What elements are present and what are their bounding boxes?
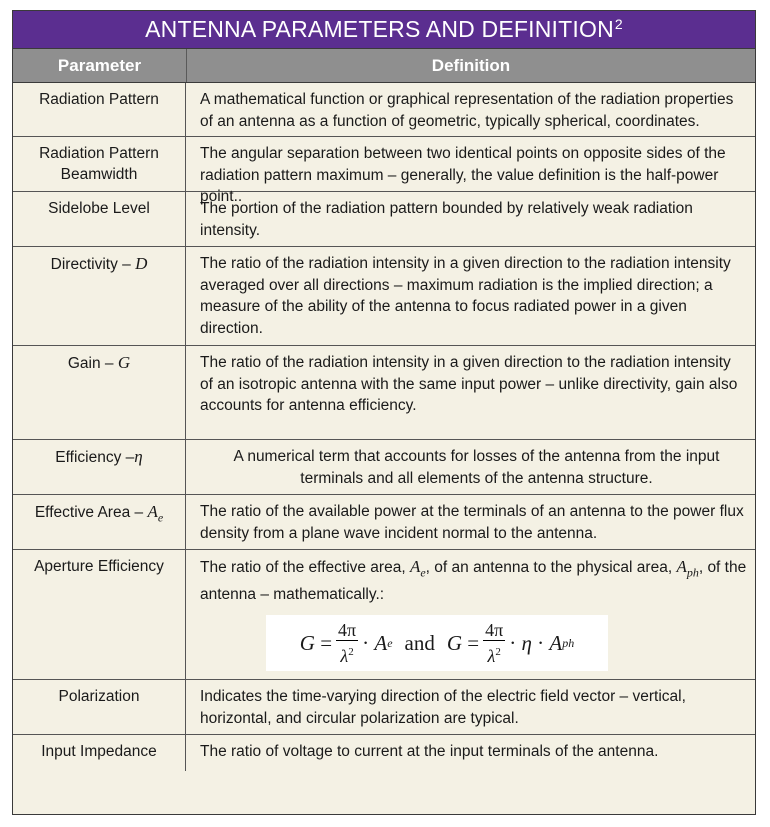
- definition-cell: The portion of the radiation pattern bounded by relatively weak radiation intensity.: [200, 200, 693, 239]
- table-header: [13, 49, 755, 83]
- param-symbol: η: [134, 447, 143, 466]
- param-symbol: D: [135, 254, 148, 273]
- header-definition: Definition: [431, 55, 511, 75]
- definition-cell: The ratio of the effective area, $A_e$, of an antenna to the physical area, $A_{ph}$, of the antenna – mathematically.: G = $\frac{4\pi}{\lambda^2}$ · A e and G = $\frac{4\pi}{\lambda^2}$ · η · A ph: [186, 550, 755, 679]
- param-cell: [13, 440, 186, 494]
- definition-cell: The ratio of voltage to current at the input terminals of the antenna.: [200, 743, 659, 760]
- fraction: $\frac{4\pi}{\lambda^2}$: [485, 619, 504, 666]
- table-row: [13, 680, 755, 735]
- param-symbol: $A_e$: [147, 502, 164, 525]
- antenna-parameters-table: [12, 10, 756, 815]
- param-label: Effective Area –: [34, 504, 148, 521]
- table-title-text: ANTENNA PARAMETERS AND DEFINITION: [145, 16, 614, 42]
- definition-cell: A numerical term that accounts for losses of the antenna from the input terminals and all elements of the antenna structure.: [233, 448, 720, 487]
- param-cell: Aperture Efficiency: [13, 550, 186, 679]
- param-cell: Radiation Pattern Beamwidth: [13, 137, 186, 191]
- table-title: [13, 11, 755, 49]
- table-row: [13, 735, 755, 771]
- definition-cell: The ratio of the available power at the terminals of an antenna to the power flux density from a plane wave incident normal to the antenna.: [200, 503, 744, 542]
- definition-cell: The ratio of the radiation intensity in a given direction to the radiation intensity of an isotropic antenna with the same input power – unlike directivity, gain also accounts for antenna efficiency.: [200, 354, 738, 414]
- title-footnote: 2: [614, 15, 623, 32]
- param-cell: Sidelobe Level: [13, 192, 186, 246]
- param-cell: Polarization: [13, 680, 186, 734]
- effective-area-symbol: $A_e$: [409, 557, 426, 580]
- param-label: Gain –: [67, 355, 118, 372]
- physical-area-symbol: $A_{ph}$: [676, 557, 699, 580]
- param-label: Directivity –: [50, 256, 136, 273]
- param-cell: Radiation Pattern: [13, 83, 186, 136]
- table-row: [13, 192, 755, 247]
- param-label: Efficiency –: [55, 449, 135, 466]
- table-row: [13, 137, 755, 205]
- param-cell: Input Impedance: [13, 735, 186, 771]
- table-row: [13, 440, 755, 495]
- param-cell: [13, 346, 186, 439]
- table-row: [13, 247, 755, 346]
- table-row: [13, 346, 755, 440]
- definition-cell: The ratio of the radiation intensity in a given direction to the radiation intensity averaged over all directions – maximum radiation is the implied direction; a measure of the ability of the antenna to focus radiated power in a given direction.: [200, 255, 731, 337]
- definition-cell: Indicates the time-varying direction of the electric field vector – vertical, horizontal, and circular polarization are typical.: [200, 688, 686, 727]
- header-parameter: Parameter: [13, 49, 187, 82]
- table-row: [13, 495, 755, 550]
- definition-cell: A mathematical function or graphical representation of the radiation properties of an antenna as a function of geometric, typically spherical, coordinates.: [200, 91, 734, 130]
- param-cell: [13, 495, 186, 549]
- fraction: $\frac{4\pi}{\lambda^2}$: [338, 619, 357, 666]
- param-cell: [13, 247, 186, 345]
- param-symbol: G: [117, 353, 131, 372]
- gain-equation: G = $\frac{4\pi}{\lambda^2}$ · A e and G = $\frac{4\pi}{\lambda^2}$ · η · A ph: [266, 615, 608, 671]
- and-word: and: [404, 630, 435, 655]
- table-row: [13, 550, 755, 680]
- definition-cell: The angular separation between two identical points on opposite sides of the radiation pattern maximum – generally, the value definition is the half-power point..: [200, 145, 726, 205]
- table-row: [13, 83, 755, 137]
